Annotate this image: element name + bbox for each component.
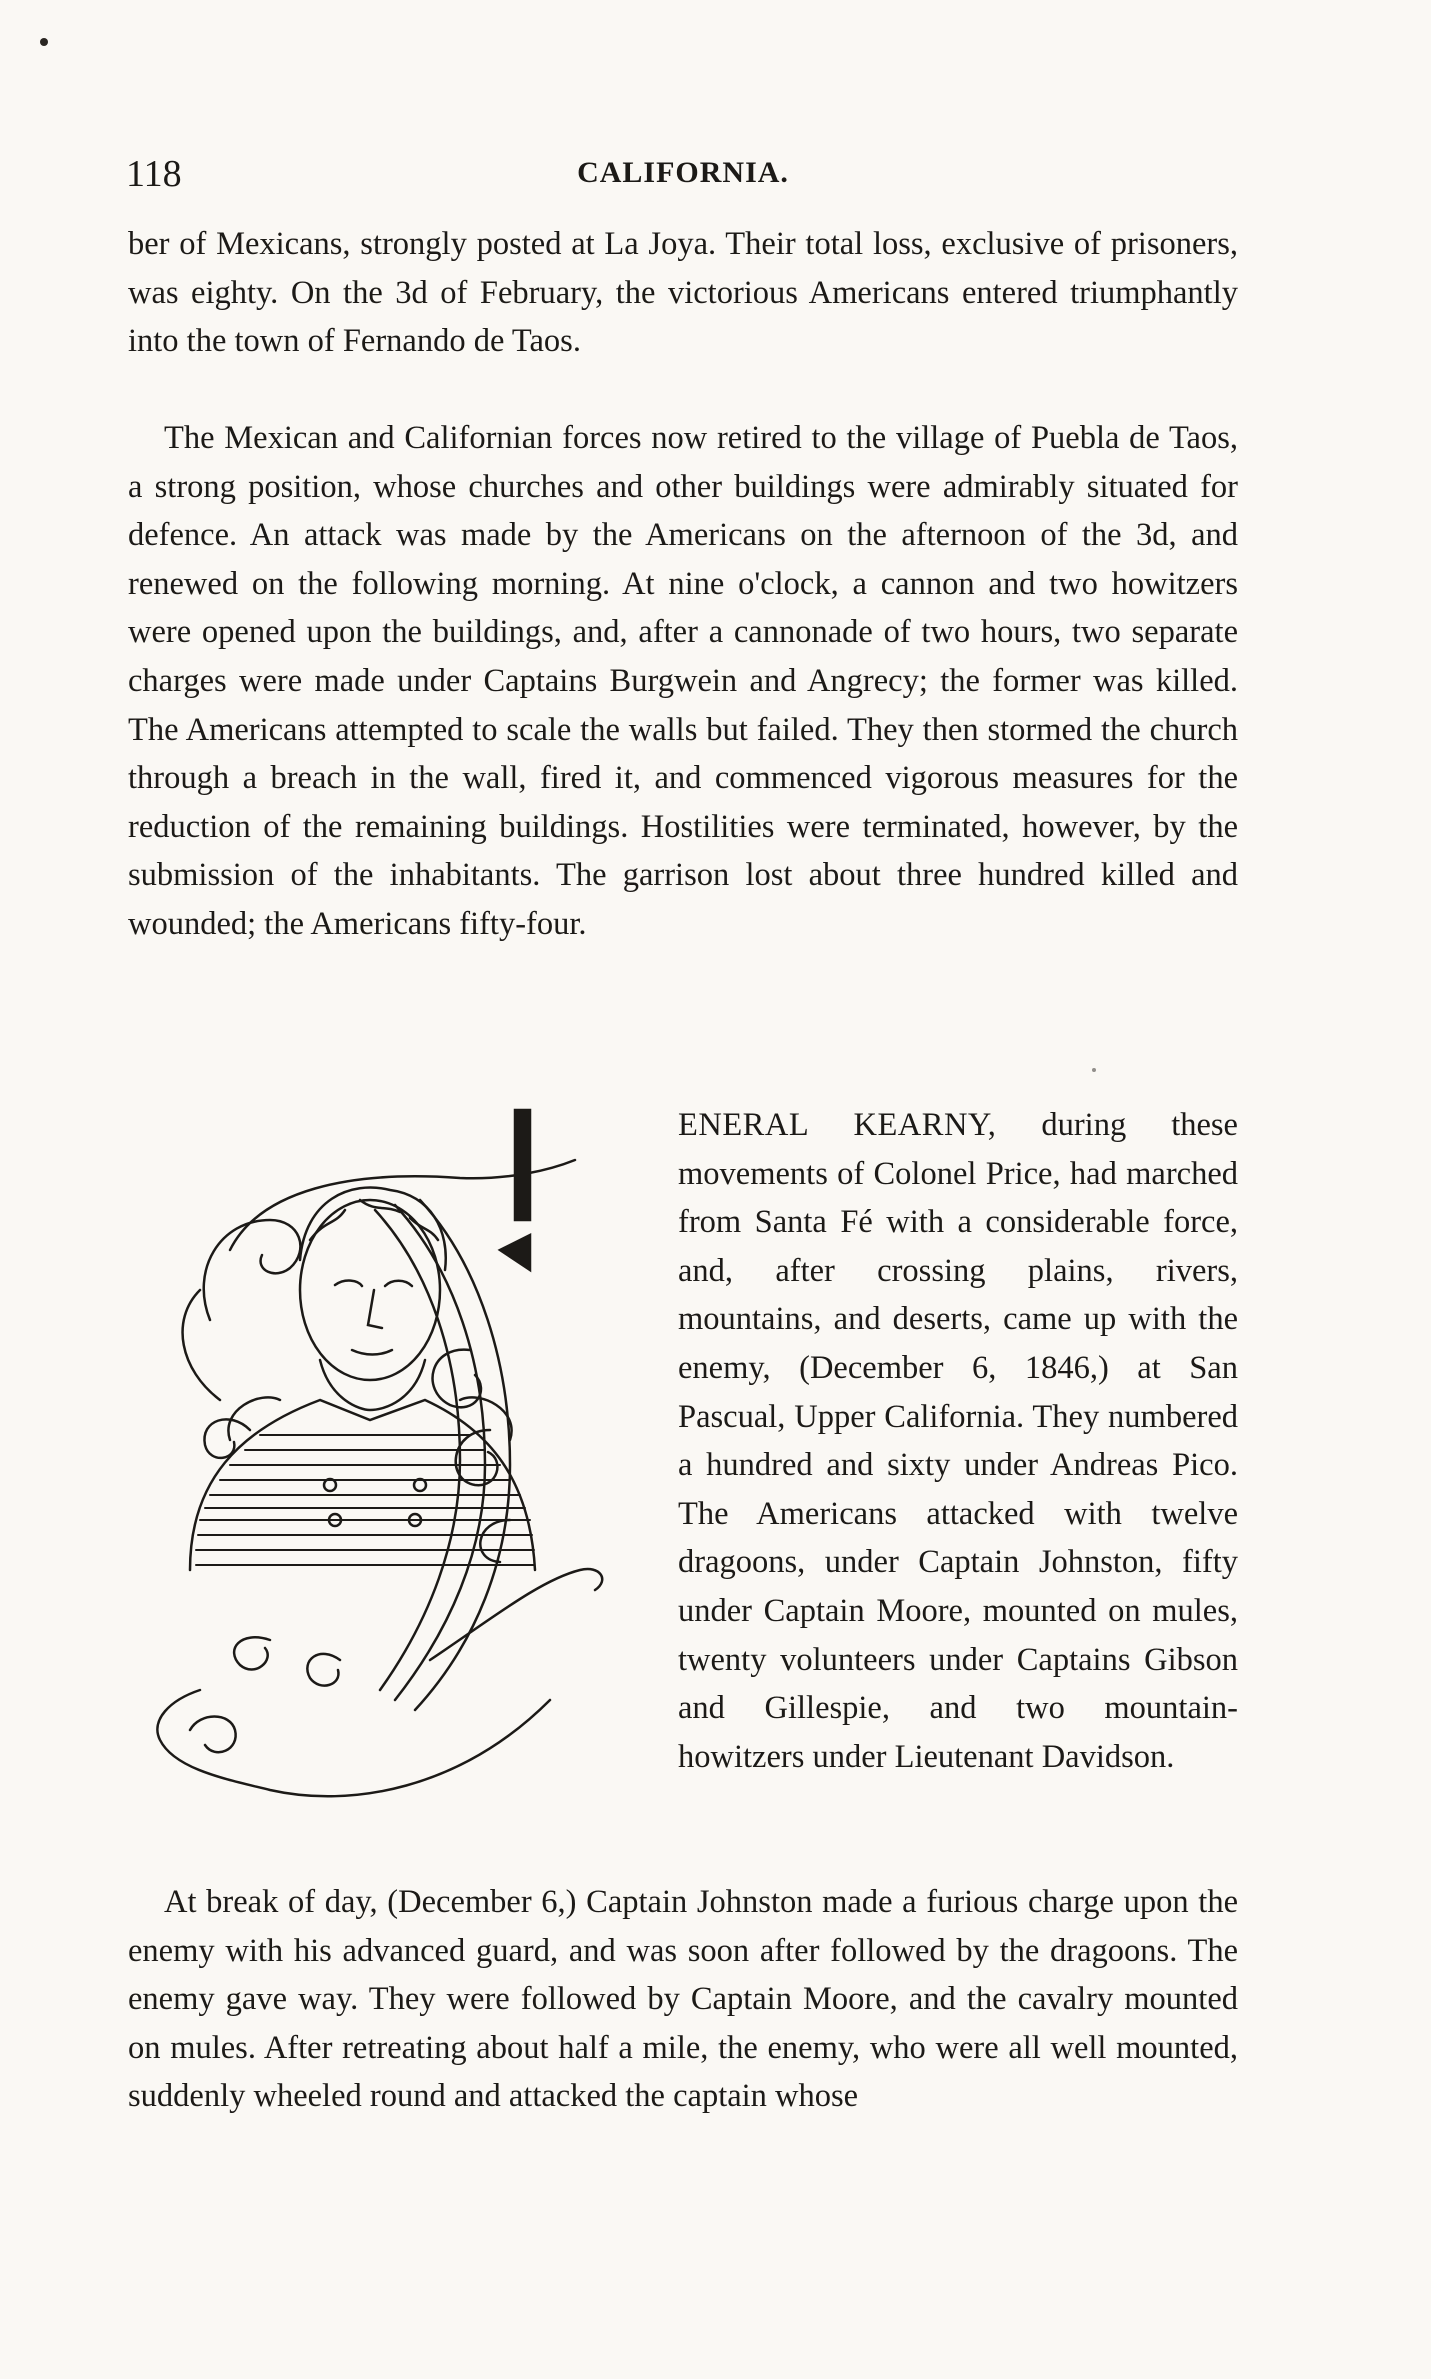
portrait-nose xyxy=(368,1290,382,1328)
portrait-mouth xyxy=(352,1350,392,1355)
portrait-drop-cap-illustration xyxy=(130,1100,690,1820)
drop-cap-flourish xyxy=(430,1569,602,1660)
drop-cap-stem xyxy=(500,1235,530,1270)
paragraph-puebla-de-taos: The Mexican and Californian forces now retired to the village of Puebla de Taos, a strong position, whose churches and other buildings were admirably situated for defence. An attack was made by the Americans on the afternoon of the 3d, and renewed on the following morning. At nine o'clock, a cannon and two howitzers were opened upon the buildings, and, after a cannonade of two hours, two separate charges were made under Captains Burgwein and Angrecy; the former was killed. The Americans attempted to scale the walls but failed. They then stormed the church through a breach in the wall, fired it, and commenced vigorous measures for the reduction of the remaining buildings. Hostilities were terminated, however, by the submission of the inhabitants. The garrison lost about three hundred killed and wounded; the Americans fifty-four. xyxy=(128,420,1238,942)
drop-cap-flourish xyxy=(190,1717,236,1753)
drop-cap-flourish xyxy=(456,1430,498,1485)
drop-cap-flourish xyxy=(204,1220,301,1320)
page-number: 118 xyxy=(126,153,182,195)
speck xyxy=(40,38,48,46)
paragraph-general-kearny-text: during these movements of Colonel Price, had marched from Santa Fé with a considerable force, and, after crossing plains, rivers, mountains, and deserts, came up with the enemy, (December 6, 1846,) at San Pascual, Upper California. They numbered a hundred and sixty under Andreas Pico. The Americans attacked with twelve dragoons, under Captain Johnston, fifty under Captain Moore, mounted on mules, twenty volunteers under Captains Gibson and Gillespie, and two mountain-howitzers under Lieutenant Davidson. xyxy=(678,1107,1238,1775)
portrait-epaulette xyxy=(460,1397,512,1440)
speck xyxy=(1092,1068,1096,1072)
paragraph-continuation: ber of Mexicans, strongly posted at La Joya. Their total loss, exclusive of prisoners, was eighty. On the 3d of February, the victorious Americans entered triumphantly into the town of Fernando de Taos. xyxy=(128,226,1238,360)
portrait-eye xyxy=(335,1281,362,1286)
portrait-eye xyxy=(385,1281,412,1286)
running-head: CALIFORNIA. xyxy=(577,156,789,189)
paragraph-san-pascual-charge: At break of day, (December 6,) Captain Johnston made a furious charge upon the enemy with his advanced guard, and was soon after followed by the dragoons. The enemy gave way. They were followed by Captain Moore, and the cavalry mounted on mules. After retreating about half a mile, the enemy, who were all well mounted, suddenly wheeled round and attacked the captain whose xyxy=(128,1884,1238,2115)
page-header xyxy=(126,152,1240,202)
drop-cap-flourish xyxy=(307,1654,340,1686)
drop-cap-stem xyxy=(515,1110,530,1220)
drop-cap-flourish xyxy=(183,1290,220,1400)
drop-cap-lead-words: ENERAL KEARNY, xyxy=(678,1107,997,1143)
drop-cap-flourish xyxy=(157,1690,550,1796)
drop-cap-flourish xyxy=(234,1637,270,1669)
drop-cap-flourish xyxy=(204,1419,250,1458)
